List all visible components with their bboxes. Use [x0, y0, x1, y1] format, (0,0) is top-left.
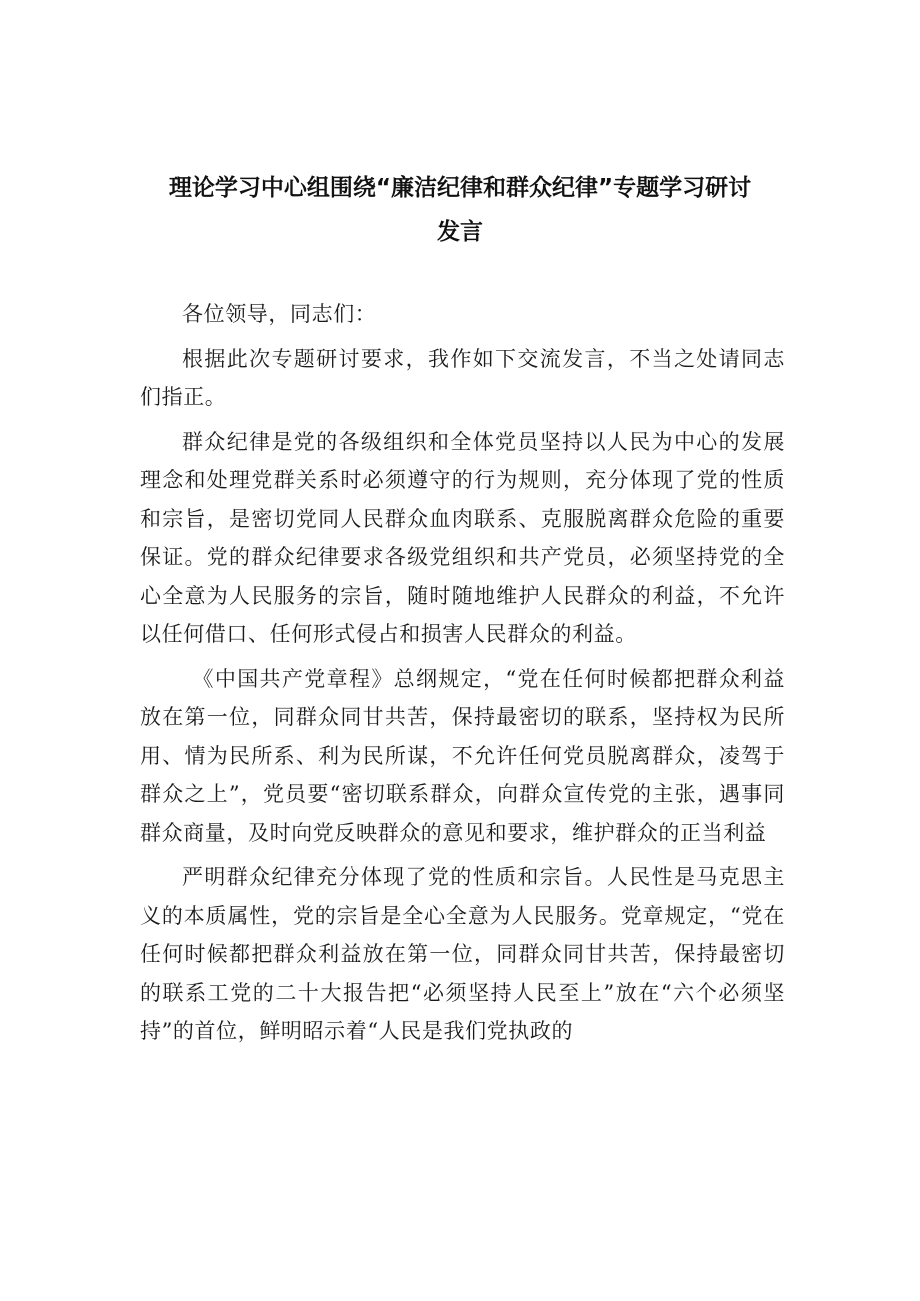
document-title — [140, 166, 780, 254]
title-line-1: 理论学习中心组围绕“廉洁纪律和群众纪律”专题学习研讨 — [168, 175, 752, 201]
title-line-2: 发言 — [437, 219, 483, 245]
paragraph-1: 根据此次专题研讨要求，我作如下交流发言，不当之处请同志们指正。 — [140, 346, 785, 409]
paragraph-2: 群众纪律是党的各级组织和全体党员坚持以人民为中心的发展理念和处理党群关系时必须遵守的行为规则，充分体现了党的性质和宗旨，是密切党同人民群众血肉联系、克服脱离群众危险的重要保证。党的群众纪律要求各级党组织和共产党员，必须坚持党的全心全意为人民服务的宗旨，随时随地维护人民群众的利益，不允许以任何借口、任何形式侵占和损害人民群众的利益。 — [140, 429, 785, 646]
salutation: 各位领导，同志们： — [182, 302, 377, 326]
paragraph-4: 严明群众纪律充分体现了党的性质和宗旨。人民性是马克思主义的本质属性，党的宗旨是全心全意为人民服务。党章规定，“党在任何时候都把群众利益放在第一位，同群众同甘共苦，保持最密切的联系工党的二十大报告把“必须坚持人民至上”放在“六个必须坚持”的首位，鲜明昭示着“人民是我们党执政的 — [140, 865, 785, 1043]
document-body — [140, 295, 785, 1051]
paragraph-3: 《中国共产党章程》总纲规定，“党在任何时候都把群众利益放在第一位，同群众同甘共苦，保持最密切的联系，坚持权为民所用、情为民所系、利为民所谋，不允许任何党员脱离群众，凌驾于群众之上”，党员要“密切联系群众，向群众宣传党的主张，遇事同群众商量，及时向党反映群众的意见和要求，维护群众的正当利益 — [140, 666, 785, 845]
